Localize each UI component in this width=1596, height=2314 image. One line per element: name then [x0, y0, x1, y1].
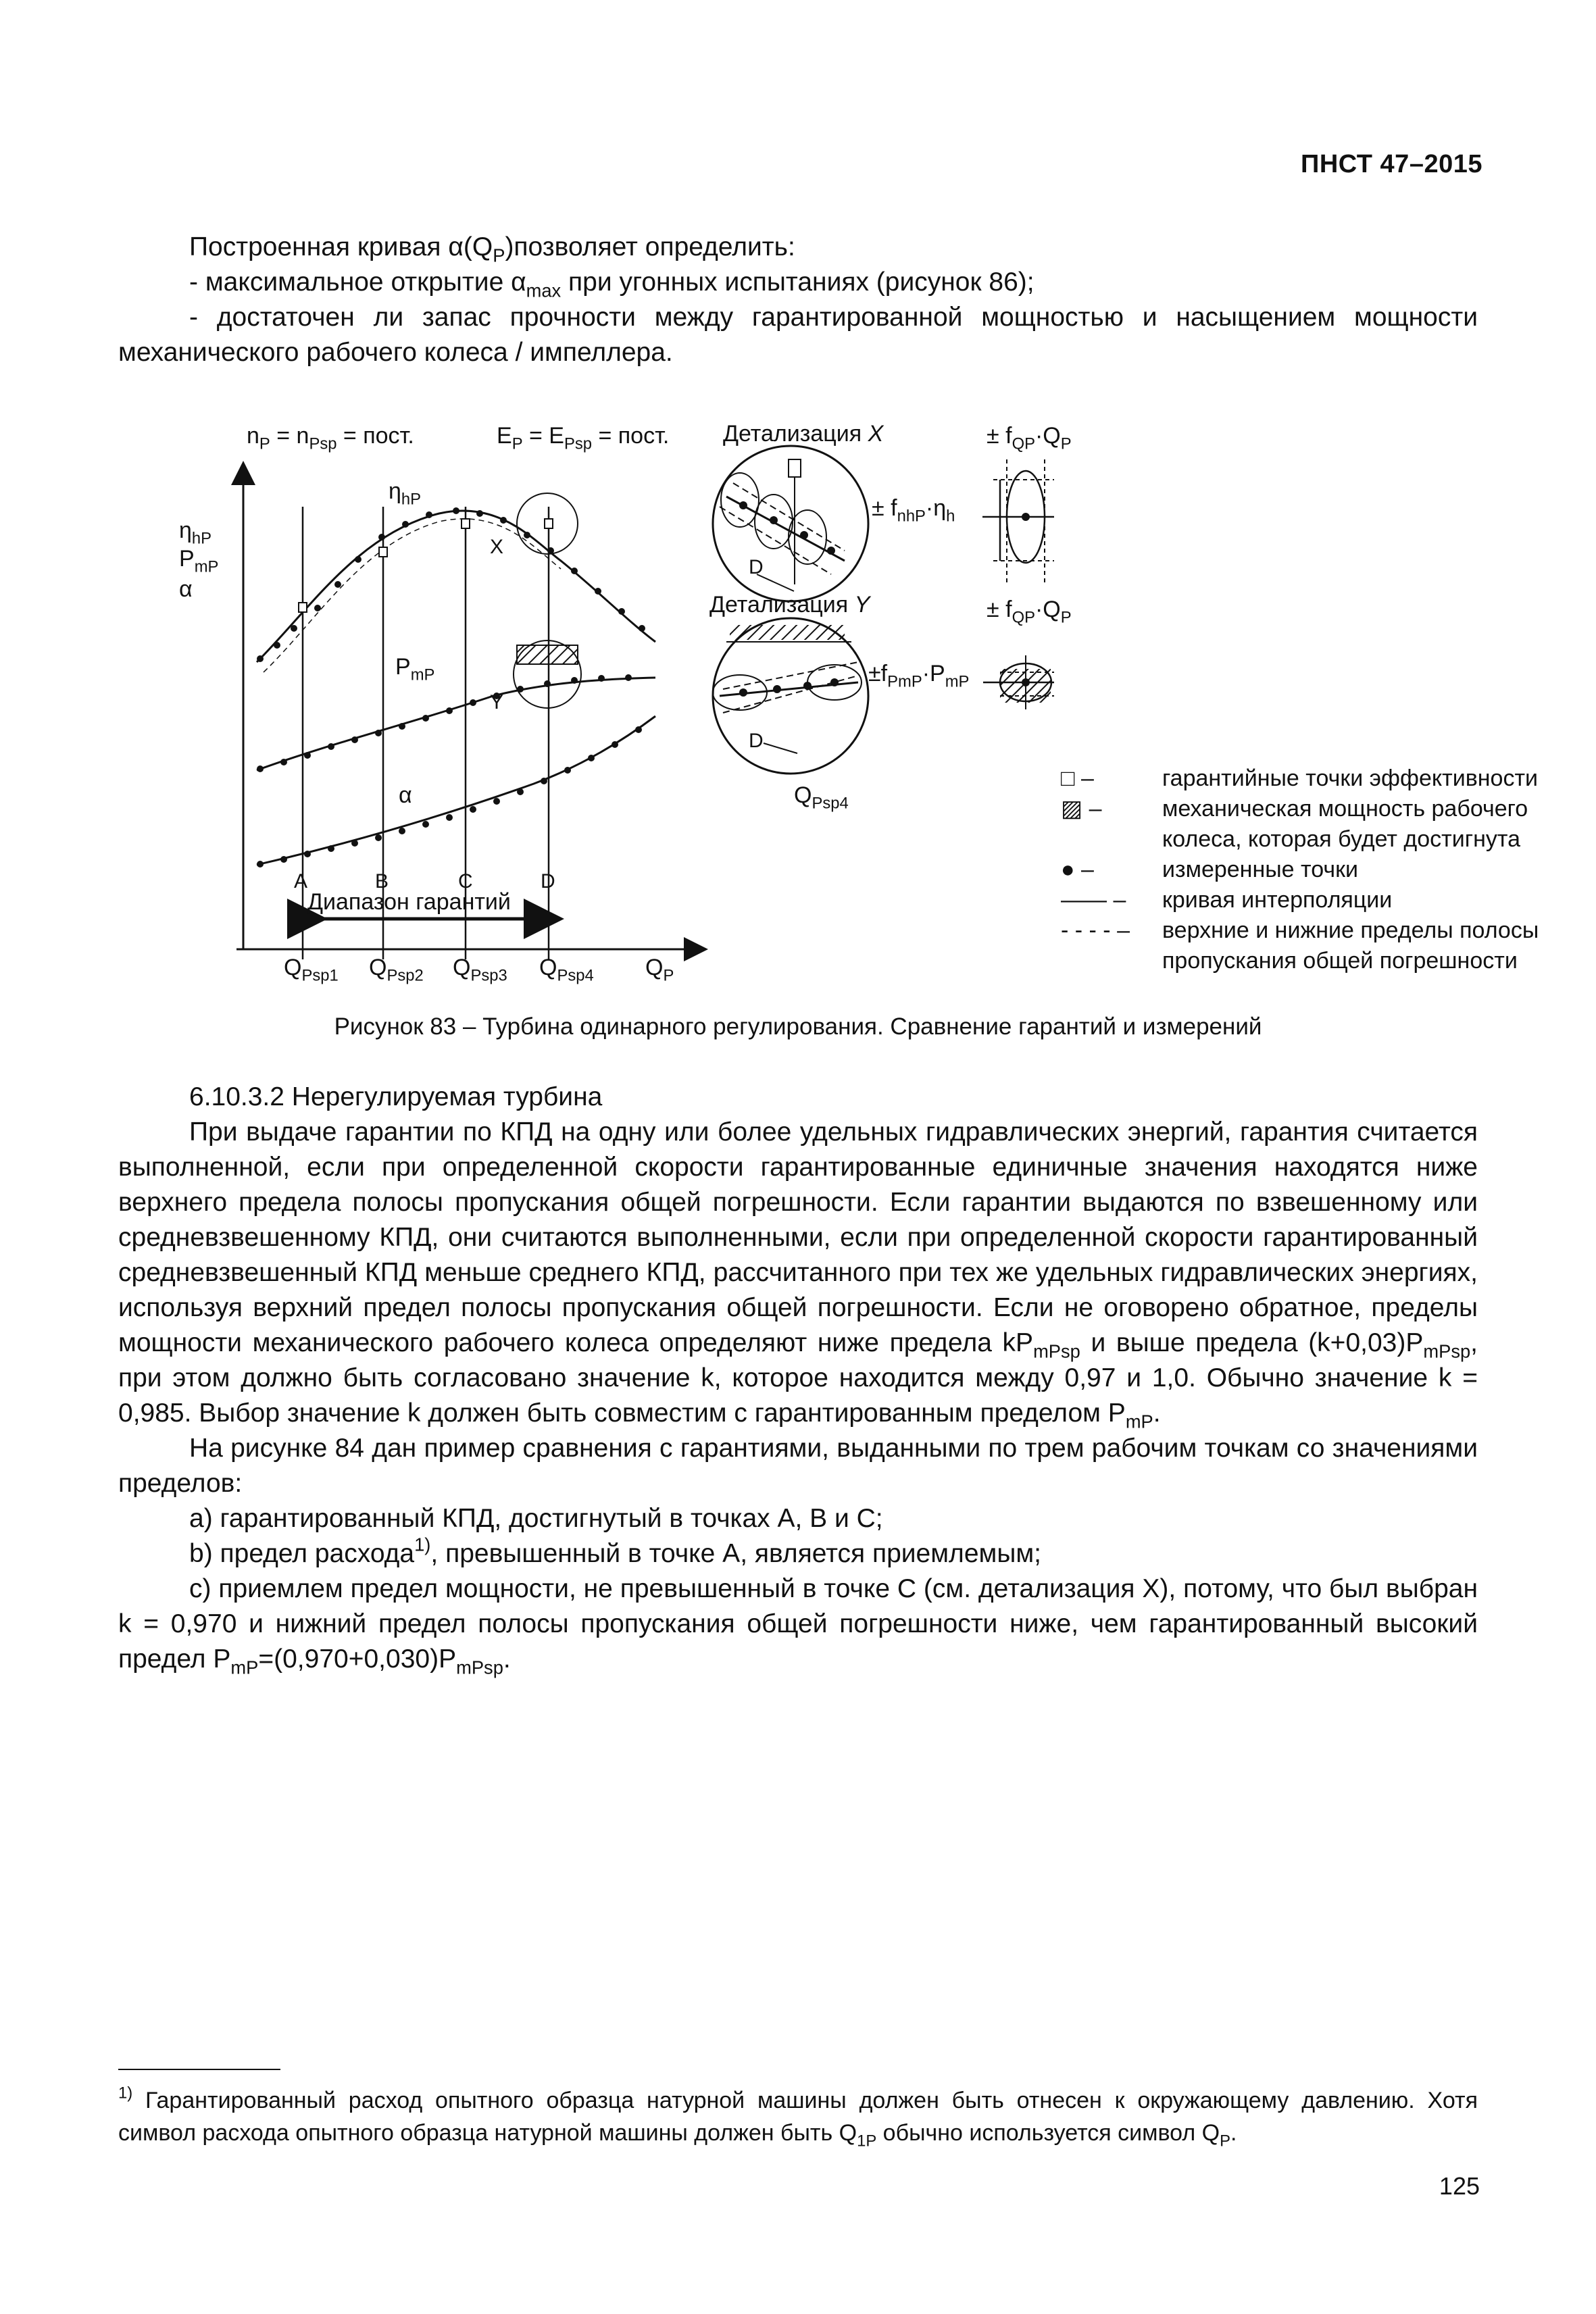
- eta-curve: [257, 511, 655, 662]
- footnote-ref[interactable]: 1): [414, 1534, 431, 1555]
- y-label-eta: $\eta_{hP}$: [179, 518, 212, 548]
- list-item-c: c) приемлем предел мощности, не превышенный в точке C (см. детализация X), потому, что был выбран k = 0,970 и нижний предел полосы пропускания общей погрешности ниже, чем гарантированный высокий предел $P_{mP}=(0,970+0,030)P_{mPsp}$.: [118, 1574, 1478, 1678]
- legend-item: ▨ – механическая мощность рабочего: [1061, 796, 1528, 822]
- power-curve: [257, 678, 655, 770]
- x-label-qp: $Q_P$: [645, 955, 674, 985]
- energy-condition-label: $E_P = E_{Psp}$ = пост.: [497, 423, 670, 453]
- curve-label-x: X: [490, 536, 504, 558]
- tol-p-y: $\pm f_{PmP}\cdot P_{mP}$: [868, 661, 970, 691]
- legend-item: колеса, которая будет достигнута: [1162, 826, 1520, 852]
- list-item-a: a) гарантированный КПД, достигнутый в точках A, B и C;: [189, 1504, 883, 1533]
- x-label-qpsp3: $Q_{Psp3}$: [453, 955, 507, 985]
- alpha-curve: [257, 716, 655, 865]
- legend-item: ● – измеренные точки: [1061, 857, 1358, 882]
- legend-item: —— – кривая интерполяции: [1061, 887, 1393, 913]
- detail-y-title: Детализация Y: [709, 592, 870, 618]
- figure-caption: Рисунок 83 – Турбина одинарного регулирования. Сравнение гарантий и измерений: [334, 1013, 1262, 1040]
- point-label-d: D: [541, 870, 555, 892]
- curve-label-eta: $\eta_{hP}$: [389, 478, 422, 509]
- figure-83: [155, 405, 1539, 1013]
- point-label-c: C: [458, 870, 473, 892]
- legend-item: □ – гарантийные точки эффективности: [1061, 765, 1539, 791]
- figure-legend: [993, 763, 1539, 976]
- y-label-alpha: α: [179, 576, 193, 602]
- curve-label-y: Y: [490, 691, 504, 713]
- tol-eta-x: ± $f_{nhP}\cdot\eta_h$: [872, 495, 955, 526]
- point-label-b: B: [375, 870, 389, 892]
- detail-x-title: Детализация X: [723, 421, 884, 447]
- footnote: $^{1)}$ Гарантированный расход опытного образца натурной машины должен быть отнесен к окружающему давлению. Хотя символ расхода опытного образца натурной машины должен быть $Q_{1P}$ обычно используется символ $Q_P$.: [118, 2084, 1478, 2150]
- curve-label-alpha: α: [399, 782, 412, 808]
- intro-line-3: - достаточен ли запас прочности между гарантированной мощностью и насыщением мощности механического рабочего колеса / импеллера.: [118, 303, 1478, 367]
- x-label-qpsp2: $Q_{Psp2}$: [369, 955, 424, 985]
- section-paragraph-1: При выдаче гарантии по КПД на одну или более удельных гидравлических энергий, гарантия считается выполненной, если при определенной скорости гарантированные единичные значения находятся ниже верхнего предела полосы пропускания общей погрешности. Если гарантии выдаются по взвешенному или средневзвешенному КПД, они считаются выполненными, если при определенной скорости гарантированный средневзвешенный КПД меньше среднего КПД, рассчитанного при тех же удельных гидравлических энергиях, используя верхний предел полосы пропускания общей погрешности. Если не оговорено обратное, пределы мощности механического рабочего колеса определяют ниже предела $kP_{mPsp}$ и выше предела $(k+0,03)P_{mPsp}$, при этом должно быть согласовано значение k, которое находится между 0,97 и 1,0. Обычно значение k = 0,985. Выбор значение k должен быть совместим с гарантированным пределом $P_{mP}$.: [118, 1117, 1478, 1432]
- y-label-power: $P_{mP}$: [179, 546, 219, 576]
- intro-line-1: Построенная кривая $\alpha(Q_P)позволяет$ определить:: [189, 232, 795, 266]
- legend-item: пропускания общей погрешности: [1162, 948, 1518, 974]
- x-label-qpsp1: $Q_{Psp1}$: [284, 955, 339, 985]
- list-item-b: b) предел расхода$^{1)}$, превышенный в точке A, является приемлемым;: [189, 1534, 1041, 1568]
- detail-y-qpsp4: $Q_{Psp4}$: [794, 782, 849, 813]
- section-paragraph-2: На рисунке 84 дан пример сравнения с гарантиями, выданными по трем рабочим точкам со значениями пределов:: [118, 1434, 1478, 1498]
- legend-item: - - - - – верхние и нижние пределы полосы: [1061, 917, 1539, 943]
- page-number: 125: [1439, 2172, 1480, 2200]
- section-block: [118, 1080, 1478, 1677]
- point-label-a: A: [294, 870, 308, 892]
- speed-condition-label: $n_P = n_{Psp}$ = пост.: [247, 423, 414, 453]
- section-title: 6.10.3.2 Нерегулируемая турбина: [189, 1082, 603, 1111]
- detail-y-d-label: D: [749, 730, 764, 752]
- intro-line-2: - максимальное открытие $\alpha_{max}$ при угонных испытаниях (рисунок 86);: [189, 268, 1034, 301]
- curve-label-power: $P_{mP}$: [395, 654, 435, 684]
- document-code: ПНСТ 47–2015: [1301, 150, 1482, 178]
- x-label-qpsp4: $Q_{Psp4}$: [539, 955, 594, 985]
- intro-block: [118, 230, 1478, 370]
- detail-x-d-label: D: [749, 556, 764, 578]
- range-label: Диапазон гарантий: [307, 889, 511, 915]
- footnote-divider: [118, 2069, 280, 2070]
- tol-q-y: ± $f_{QP}\cdot Q_P$: [987, 597, 1072, 627]
- tol-q-x: ± $f_{QP}\cdot Q_P$: [987, 423, 1072, 453]
